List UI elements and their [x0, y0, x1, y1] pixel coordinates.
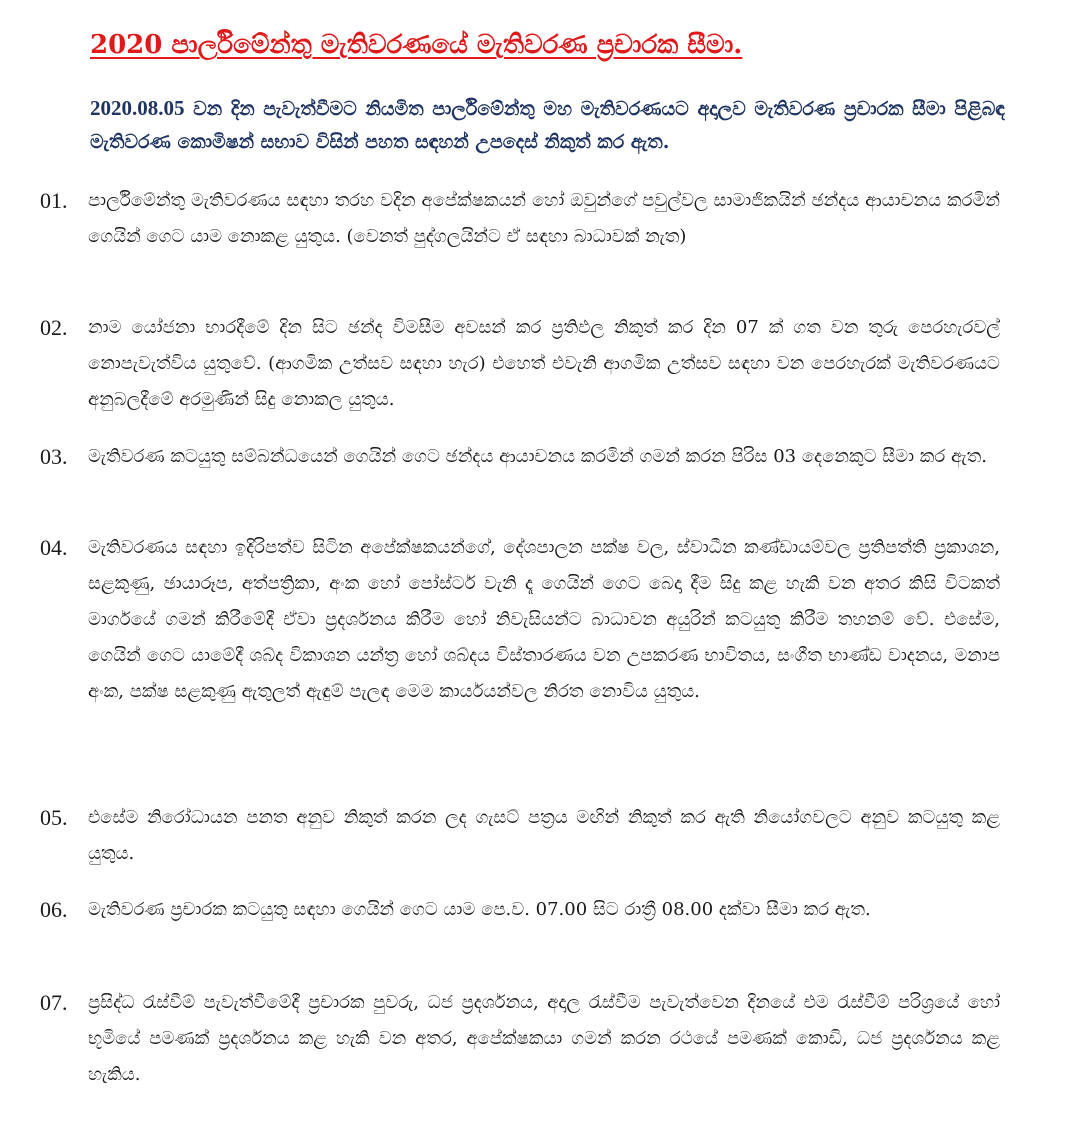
item-number: 02. [40, 315, 68, 340]
item-text: නාම යෝජනා භාරදීමේ දින සිට ඡන්ද විමසීම අවසන් කර ප්‍රතිඵල නිකුත් කර දින 07 ක් ගත වන තුරු පෙරහැරවල් නොපැවැත්විය යුතුවේ. (ආගමික උත්සව සඳහා හැර) එහෙත් එවැනි ආගමික උත්සව සඳහා වන පෙරහැරක් මැතිවරණයට අනුබලදීමේ අරමුණින් සිදු නොකල යුතුය. [88, 317, 1000, 410]
list-item-07 [40, 985, 1000, 1093]
list-item-06 [40, 892, 1000, 928]
item-number: 06. [40, 897, 68, 922]
item-text: මැතිවරණ කටයුතු සම්බන්ධයෙන් ගෙයින් ගෙට ඡන්දය ආයාචනය කරමින් ගමන් කරන පිරිස 03 දෙනෙකුට සීමා කර ඇත. [88, 446, 987, 467]
item-number: 01. [40, 188, 68, 213]
item-number: 07. [40, 990, 68, 1015]
item-text: මැතිවරණ ප්‍රචාරක කටයුතු සඳහා ගෙයින් ගෙට යාම පෙ.ව. 07.00 සිට රාත්‍රී 08.00 දක්වා සීමා කර ඇත. [88, 899, 871, 920]
item-number: 03. [40, 444, 68, 469]
intro-date: 2020.08.05 [90, 96, 185, 120]
item-text: ප්‍රසිද්ධ රැස්වීම් පැවැත්වීමේදී ප්‍රචාරක පුවරු, ධජ ප්‍රදර්ශනය, අදාල රැස්වීම පැවැත්වෙන දිනයේ එම රැස්වීම් පරිශ්‍රයේ හෝ භූමියේ පමණක් ප්‍රදර්ශනය කළ හැකි වන අතර, අපේක්ෂකයා ගමන් කරන රථයේ පමණක් කොඩි, ධජ ප්‍රදර්ශනය කළ හැකිය. [88, 992, 1000, 1085]
list-item-05 [40, 800, 1000, 872]
item-text: මැතිවරණය සඳහා ඉදිරිපත්ව සිටින අපේක්ෂකයන්ගේ, දේශපාලන පක්ෂ වල, ස්වාධීන කණ්ඩායම්වල ප්‍රතිපත්ති ප්‍රකාශන, සළකුණු, ඡායාරූප, අත්පත්‍රිකා, අංක හෝ පෝස්ටර් වැනි දෑ ගෙයින් ගෙට බෙදා දීම සිදු කළ හැකි වන අතර කිසි විටකත් මාර්ගයේ ගමන් කිරීමේදී ඒවා ප්‍රදර්ශනය කිරීම හෝ නිවැසියන්ට බාධාවන අයුරින් කටයුතු කිරීම තහනම් වේ. එසේම, ගෙයින් ගෙට යාමේදී ශබ්ද විකාශන යන්ත්‍ර හෝ ශබ්දය විස්තාරණය වන උපකරණ භාවිතය, සංගීත භාණ්ඩ වාදනය, මනාප අංක, පක්ෂ සළකුණු ඇතුලත් ඇඳුම් පැලඳ මෙම කාර්යයන්වල නිරත නොවිය යුතුය. [88, 537, 1000, 702]
item-text: එසේම නිරෝධායන පනත අනුව නිකුත් කරන ලද ගැසට් පත්‍රය මඟින් නිකුත් කර ඇති නියෝගවලට අනුව කටයුතු කළ යුතුය. [88, 807, 1000, 864]
document-title: 2020 පාර්ලිමේන්තු මැතිවරණයේ මැතිවරණ ප්‍රචාරක සීමා. [90, 30, 743, 60]
item-text: පාර්ලිමේන්තු මැතිවරණය සඳහා තරහ වදින අපේක්ෂකයන් හෝ ඔවුන්ගේ පවුල්වල සාමාජිකයින් ඡන්දය ආයාචනය කරමින් ගෙයින් ගෙට යාම නොකළ යුතුය. (වෙනත් පුද්ගලයින්ට ඒ සඳහා බාධාවක් නැත) [88, 190, 1000, 247]
list-item-03 [40, 439, 1000, 475]
list-item-01 [40, 183, 1000, 255]
intro-text: වන දින පැවැත්වීමට නියමිත පාර්ලිමේන්තු මහ මැතිවරණයට අදාලව මැතිවරණ ප්‍රචාරක සීමා පිළිබඳ මැතිවරණ කොමිෂන් සභාව විසින් පහත සඳහන් උපදෙස් නිකුත් කර ඇත. [90, 98, 1005, 153]
item-number: 04. [40, 535, 68, 560]
list-item-02 [40, 310, 1000, 418]
intro-paragraph [90, 92, 1005, 159]
list-item-04 [40, 530, 1000, 710]
item-number: 05. [40, 805, 68, 830]
